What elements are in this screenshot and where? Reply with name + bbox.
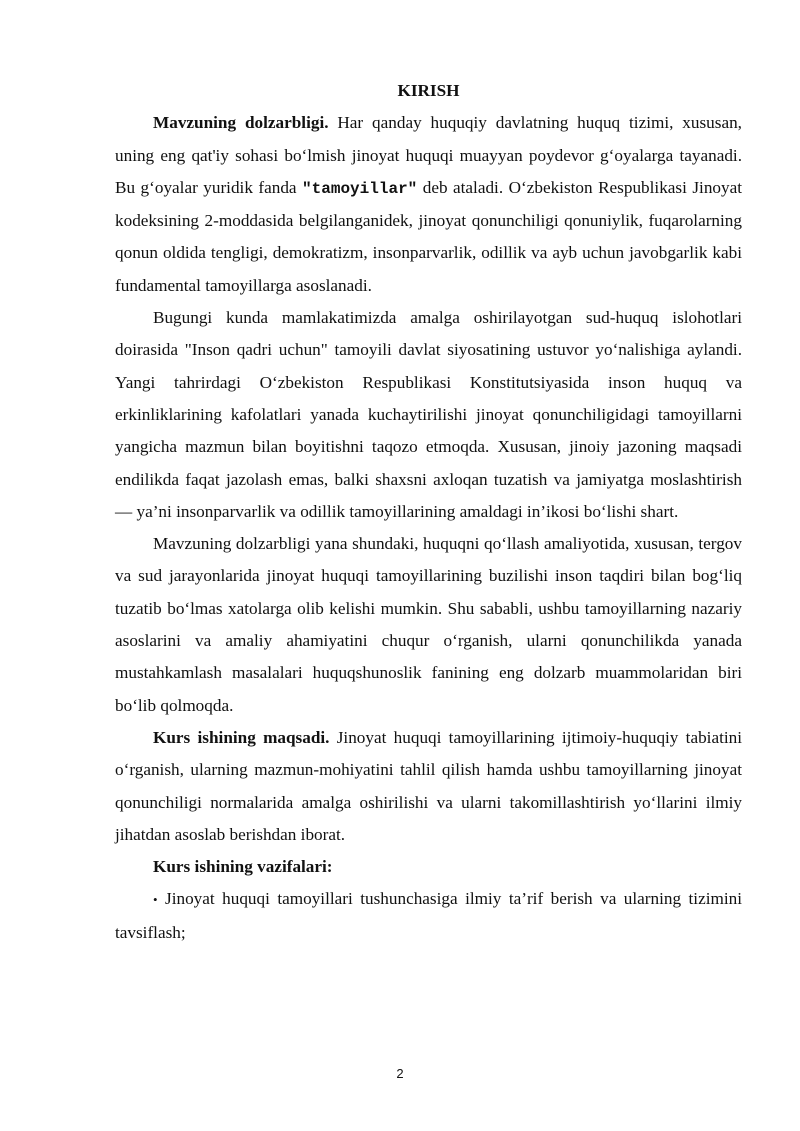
paragraph-relevance-more: Mavzuning dolzarbligi yana shundaki, huquqni qo‘llash amaliyotida, xususan, tergov va sud jarayonlarida jinoyat huquqi tamoyillarining buzilishi inson taqdiri bilan bog‘liq tuzatib bo‘lmas xatolarga olib kelishi mumkin. Shu sababli, ushbu tamoyillarning nazariy asoslarini va amaliy ahamiyatini chuqur o‘rganish, ularni qonunchilikda yanada mustahkamlash masalalari huquqshunoslik fanining eng dolzarb muammolaridan biri bo‘lib qolmoqda. bbox=[115, 534, 742, 715]
principles-term: "tamoyillar" bbox=[302, 179, 418, 198]
relevance-lead: Mavzuning dolzarbligi. bbox=[153, 113, 329, 133]
goal-text: Jinoyat huquqi tamoyillarining ijtimoiy-huquqiy tabiatini o‘rganish, ularning mazmun-mohiyatini tahlil qilish hamda ushbu tamoyillarning jinoyat qonunchiligi normalarida amalga oshirilishi va ularni takomillashtirish yo‘llarini ilmiy jihatdan asoslab berishdan iborat. bbox=[115, 727, 742, 844]
relevance-text-1: Har qanday huquqiy davlatning huquq tizimi, xususan, uning eng qat'iy sohasi bo‘lmish jinoyat huquqi muayyan poydevor g‘oyalarga tayanadi. Bu g‘oyalar yuridik fanda bbox=[115, 113, 742, 197]
bullet-icon: • bbox=[153, 892, 158, 908]
relevance-text-2: deb ataladi. O‘zbekiston Respublikasi Jinoyat kodeksining 2-moddasida belgilanganidek, jinoyat qonunchiligi qonuniylik, fuqarolarning qonun oldida tengligi, demokratizm, insonparvarlik, odillik va ayb uchun javobgarlik kabi fundamental tamoyillarga asoslanadi. bbox=[115, 177, 743, 295]
task-text: Jinoyat huquqi tamoyillari tushunchasiga ilmiy ta’rif berish va ularning tizimini tavsiflash; bbox=[115, 889, 742, 942]
document-body bbox=[115, 75, 742, 949]
task-list-item bbox=[115, 883, 742, 949]
tasks-heading: Kurs ishining vazifalari: bbox=[153, 857, 333, 877]
paragraph-reforms: Bugungi kunda mamlakatimizda amalga oshirilayotgan sud-huquq islohotlari doirasida "Inson qadri uchun" tamoyili davlat siyosatining ustuvor yo‘nalishiga aylandi. Yangi tahrirdagi O‘zbekiston Respublikasi Konstitutsiyasida inson huquq va erkinliklarining kafolatlari yanada kuchaytirilishi jinoyat qonunchiligidagi tamoyillarni yangicha mazmun bilan boyitishni taqozo etmoqda. Xususan, jinoiy jazoning maqsadi endilikda faqat jazolash emas, balki shaxsni axloqan tuzatish va jamiyatga moslashtirish — ya’ni insonparvarlik va odillik tamoyillarining amaldagi in’ikosi bo‘lishi shart. bbox=[115, 308, 742, 521]
page-number: 2 bbox=[396, 1066, 404, 1081]
goal-lead: Kurs ishining maqsadi. bbox=[153, 727, 330, 747]
section-heading: KIRISH bbox=[397, 81, 460, 100]
paragraph-relevance bbox=[115, 107, 742, 302]
paragraph-goal bbox=[115, 722, 742, 851]
